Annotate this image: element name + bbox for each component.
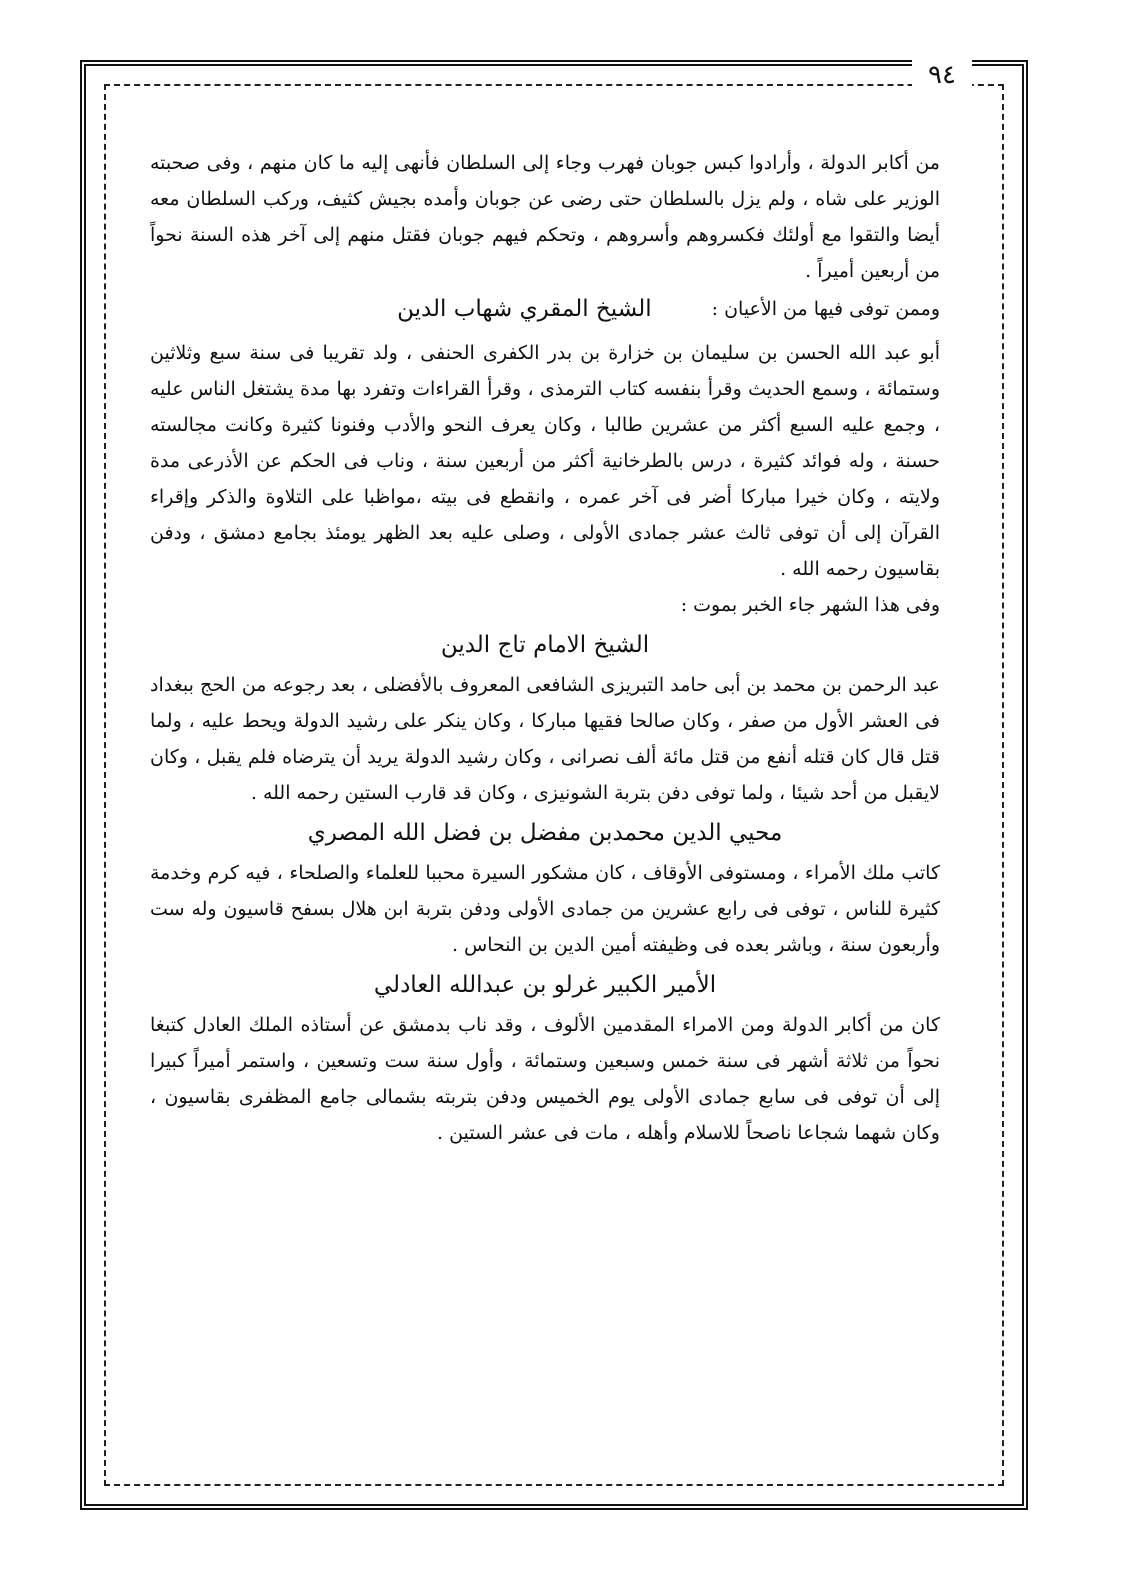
paragraph-2: أبو عبد الله الحسن بن سليمان بن خزارة بن بدر الكفرى الحنفى ، ولد تقريبا فى سنة سبع وثلاثين وستمائة ، وسمع الحديث وقرأ بنفسه كتاب الترمذى ، وقرأ القراءات وتفرد بها مدة يشتغل الناس عليه ، وجمع عليه السبع أكثر من عشرين طالبا ، وكان يعرف النحو والأدب وفنونا كثيرة وكانت مجالسته حسنة ، وله فوائد كثيرة ، درس بالطرخانية أكثر من أربعين سنة ، وناب فى الحكم عن الأذرعى مدة ولايته ، وكان خيرا مباركا أضر فى آخر عمره ، وانقطع فى بيته ،مواظبا على التلاوة والذكر وإقراء القرآن إلى أن توفى ثالث عشر جمادى الأولى ، وصلى عليه بعد الظهر يومئذ بجامع دمشق ، ودفن بقاسيون رحمه الله . [150,342,940,580]
page-content [150,145,940,1151]
paragraph-1: من أكابر الدولة ، وأرادوا كبس جوبان فهرب وجاء إلى السلطان فأنهى إليه ما كان منهم ، وفى صحبته الوزير على شاه ، ولم يزل بالسلطان حتى رضى عن جوبان وأمده بجيش كثيف، وركب السلطان معه أيضا والتقوا مع أولئك فكسروهم وأسروهم ، وتحكم فيهم جوبان فقتل منهم إلى آخر هذه السنة نحواً من أربعين أميراً . [150,152,940,282]
deaths-intro: وممن توفى فيها من الأعيان : [711,298,940,320]
heading-ghurlu: الأمير الكبير غرلو بن عبدالله العادلي [373,972,717,998]
heading-taj-al-din: الشيخ الامام تاج الدين [440,632,650,658]
heading-muhyi-al-din: محيي الدين محمدبن مفضل بن فضل الله المصري [307,820,783,846]
paragraph-3: عبد الرحمن بن محمد بن أبى حامد التبريزى الشافعى المعروف بالأفضلى ، بعد رجوعه من الحج ببغداد فى العشر الأول من صفر ، وكان صالحا فقيها مباركا ، وكان ينكر على رشيد الدولة ويحط عليه ، ولما قتل قال كان قتله أنفع من قتل مائة ألف نصرانى ، وكان رشيد الدولة يريد أن يترضاه فلم يقبل ، وكان لايقبل من أحد شيئا ، ولما توفى دفن بتربة الشونيزى ، وكان قد قارب الستين رحمه الله . [150,674,940,804]
page-number: ٩٤ [912,60,972,90]
paragraph-4: كاتب ملك الأمراء ، ومستوفى الأوقاف ، كان مشكور السيرة محببا للعلماء والصلحاء ، فيه كرم وخدمة كثيرة للناس ، توفى فى رابع عشرين من جمادى الأولى ودفن بتربة ابن هلال بسفح قاسيون وله ست وأربعون سنة ، وباشر بعده فى وظيفته أمين الدين بن النحاس . [150,862,940,956]
paragraph-5: كان من أكابر الدولة ومن الامراء المقدمين الألوف ، وقد ناب بدمشق عن أستاذه الملك العادل كتبغا نحواً من ثلاثة أشهر فى سنة خمس وسبعين وستمائة ، وأول سنة ست وتسعين ، واستمر أميراً كبيرا إلى أن توفى فى سابع جمادى الأولى يوم الخميس ودفن بتربته بشمالى جامع المظفرى بقاسيون ، وكان شهما شجاعا ناصحاً للاسلام وأهله ، مات فى عشر الستين . [150,1014,940,1144]
heading-shihab-al-din: الشيخ المقري شهاب الدين [397,296,652,322]
news-intro: وفى هذا الشهر جاء الخبر بموت : [680,594,940,616]
deaths-intro-row [150,289,940,329]
